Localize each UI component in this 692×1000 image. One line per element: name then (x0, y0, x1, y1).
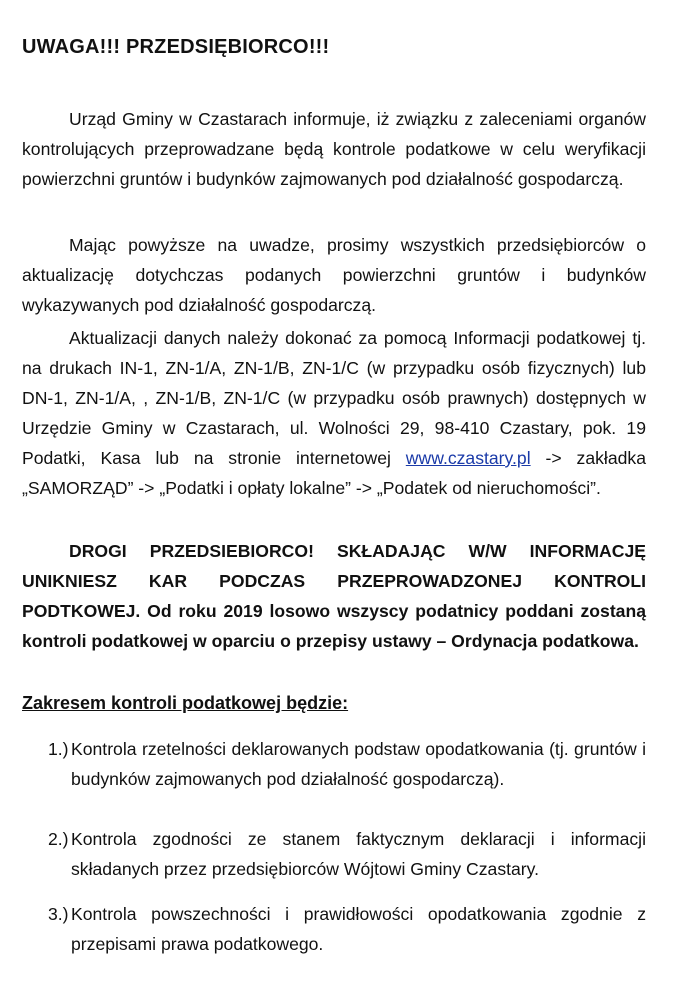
scope-list-item (22, 824, 646, 884)
paragraph-how-to-update-text: Aktualizacji danych należy dokonać za pomocą Informacji podatkowej tj. na drukach IN-1, ZN-1/A, ZN-1/B, ZN-1/C (w przypadku osób fizycznych) lub DN-1, ZN-1/A, , ZN-1/B, ZN-1/C (w przypadku osób prawnych) dostępnych w Urzędzie Gminy w Czastarach, ul. Wolności 29, 98-410 Czastary, pok. 19 Podatki, Kasa lub na stronie internetowej (22, 328, 646, 468)
paragraph-bold-warning: DROGI PRZEDSIEBIORCO! SKŁADAJĄC W/W INFORMACJĘ UNIKNIESZ KAR PODCZAS PRZEPROWADZONEJ KONTROLI PODTKOWEJ. Od roku 2019 losowo wszyscy podatnicy poddani zostaną kontroli podatkowej w oparciu o przepisy ustawy – Ordynacja podatkowa. (22, 541, 646, 651)
list-item-number: 2.) (48, 829, 69, 849)
list-item-text: Kontrola powszechności i prawidłowości opodatkowania zgodnie z przepisami prawa podatkowego. (71, 904, 646, 954)
list-item-text: Kontrola rzetelności deklarowanych podstaw opodatkowania (tj. gruntów i budynków zajmowanych pod działalność gospodarczą). (71, 739, 646, 789)
page-title: UWAGA!!! PRZEDSIĘBIORCO!!! (22, 36, 330, 58)
list-item-number: 1.) (48, 739, 69, 759)
list-item-number: 3.) (48, 904, 69, 924)
website-link[interactable]: www.czastary.pl (405, 448, 531, 468)
paragraph-update-request: Mając powyższe na uwadze, prosimy wszystkich przedsiębiorców o aktualizację dotychczas podanych powierzchni gruntów i budynków wykazywanych pod działalność gospodarczą. (22, 235, 646, 315)
paragraph-inspection-notice: Urząd Gminy w Czastarach informuje, iż związku z zaleceniami organów kontrolujących przeprowadzane będą kontrole podatkowe w celu weryfikacji powierzchni gruntów i budynków zajmowanych pod działalność gospodarczą. (22, 109, 646, 189)
paragraph-how-to-update-navigation: -> zakładka „SAMORZĄD” -> „Podatki i opłaty lokalne” -> „Podatek od nieruchomości”. (22, 448, 646, 498)
list-item-text: Kontrola zgodności ze stanem faktycznym deklaracji i informacji składanych przez przedsiębiorców Wójtowi Gminy Czastary. (71, 829, 646, 879)
scope-list-item (22, 899, 646, 959)
scope-heading: Zakresem kontroli podatkowej będzie: (22, 693, 349, 713)
paragraph-how-to-update (22, 323, 646, 503)
scope-list-item (22, 734, 646, 794)
